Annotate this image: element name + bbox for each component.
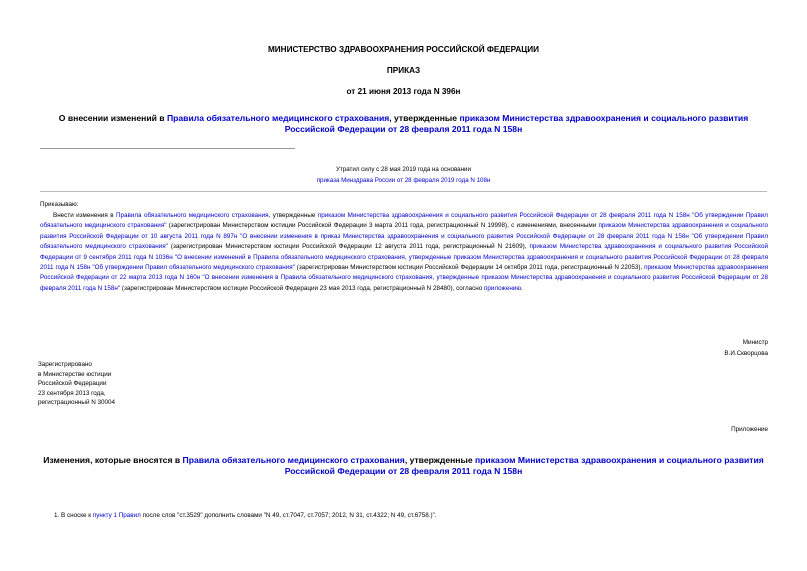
title-link-order[interactable]: приказом Министерства здравоохранения и социального развития Российской Федерации от 28 февраля 2011 года N 158н (284, 113, 749, 134)
body-text-5: (зарегистрирован Министерством юстиции Российской Федерации 14 октября 2011 года, регистрационный N 22053), (294, 264, 645, 272)
body-link-order-897n[interactable]: приказом Министерства здравоохранения и социального развития Российской Федерации от 10 августа 2011 года N 897н "О внесении изменения в приказ Министерства здравоохранения и социального развития Российской Федерации от 28 февраля 2011 года N 158н "Об утверждении Правил обязательного медицинского страхования" (40, 222, 768, 251)
document-title (40, 113, 767, 135)
appendix-label: Приложение (731, 426, 768, 433)
registration-line-1: Зарегистрировано (38, 361, 92, 368)
registration-line-2: в Министерстве юстиции (38, 370, 112, 378)
appendix-title-middle: , утвержденные (404, 455, 475, 465)
body-link-order-1036n[interactable]: приказом Министерства здравоохранения и социального развития Российской Федерации от 9 сентября 2011 года N 1036н "О внесении изменений в Правила обязательного медицинского страхования, утвержденные приказом Министерства здравоохранения и социального развития Российской Федерации от 28 февраля 2011 года N 158н "Об утверждении Правил обязательного медицинского страхования" (40, 243, 768, 272)
appendix-link-rules[interactable]: Правила обязательного медицинского страхования (182, 455, 405, 465)
status-notice (0, 164, 807, 186)
body-text-2: , утвержденные (268, 212, 318, 219)
item-text-1: 1. В сноске к (54, 512, 93, 519)
document-type: ПРИКАЗ (386, 66, 421, 75)
title-prefix: О внесении изменений в (58, 113, 167, 123)
body-text-7: . (521, 284, 523, 292)
signature-name: В.И.Скворцова (724, 349, 768, 357)
ministry-heading: МИНИСТЕРСТВО ЗДРАВООХРАНЕНИЯ РОССИЙСКОЙ ФЕДЕРАЦИИ (267, 45, 540, 54)
body-link-order-160n[interactable]: приказом Министерства здравоохранения Российской Федерации от 22 марта 2013 года N 160н "О внесении изменения в Правила обязательного медицинского страхования, утвержденные приказом Министерства здравоохранения и социального развития Российской Федерации от 28 февраля 2011 года N 158н" (40, 264, 768, 292)
body-text-6: (зарегистрирован Министерством юстиции Российской Федерации 23 мая 2013 года, регистрационный N 28480), согласно (120, 284, 484, 292)
status-text: Утратил силу с 28 мая 2019 года на основании (336, 166, 471, 173)
orders-label: Приказываю: (40, 201, 79, 208)
body-text-4: (зарегистрирован Министерством юстиции Российской Федерации 12 августа 2011 года, регистрационный N 21609), (167, 243, 530, 251)
appendix-item-1 (54, 512, 437, 519)
document-date-number: от 21 июня 2013 года N 396н (346, 87, 461, 96)
registration-line-4: 23 сентября 2013 года, (38, 389, 106, 397)
registration-block (38, 360, 115, 408)
signature-position: Министр (742, 339, 768, 346)
title-link-rules[interactable]: Правила обязательного медицинского страхования (166, 113, 390, 123)
body-paragraph (40, 211, 768, 294)
item-link-point-1[interactable]: пункту 1 (92, 512, 118, 519)
item-link-rules[interactable]: Правил (118, 512, 141, 519)
status-link[interactable]: приказа Минздрава России от 28 февраля 2019 года N 108н (316, 177, 491, 184)
item-text-3: после слов "ст.3529" дополнить словами "N 49, ст.7047, ст.7057; 2012, N 31, ст.4322; N 49, ст.6758.)". (140, 512, 437, 519)
divider-full (40, 191, 767, 192)
body-link-rules[interactable]: Правила обязательного медицинского страхования (115, 212, 269, 219)
body-text-3: (зарегистрирован Министерством юстиции Российской Федерации 3 марта 2011 года, регистрационный N 19998), с изменениями, внесенными (166, 222, 599, 230)
appendix-link-order[interactable]: приказом Министерства здравоохранения и социального развития Российской Федерации от 28 февраля 2011 года N 158н (284, 455, 764, 476)
registration-line-3: Российской Федерации (38, 380, 107, 388)
body-link-appendix[interactable]: приложению (484, 284, 522, 292)
appendix-title-prefix: Изменения, которые вносятся в (43, 455, 183, 465)
registration-line-5: регистрационный N 30004 (38, 399, 116, 407)
appendix-title (40, 455, 767, 477)
body-text-1: Внести изменения в (53, 212, 116, 219)
body-link-order-158n[interactable]: приказом Министерства здравоохранения и социального развития Российской Федерации от 28 февраля 2011 года N 158н "Об утверждении Правил обязательного медицинского страхования" (40, 212, 768, 230)
signature-block (724, 338, 768, 359)
divider-short (40, 148, 295, 149)
title-middle: , утвержденные (389, 113, 460, 123)
